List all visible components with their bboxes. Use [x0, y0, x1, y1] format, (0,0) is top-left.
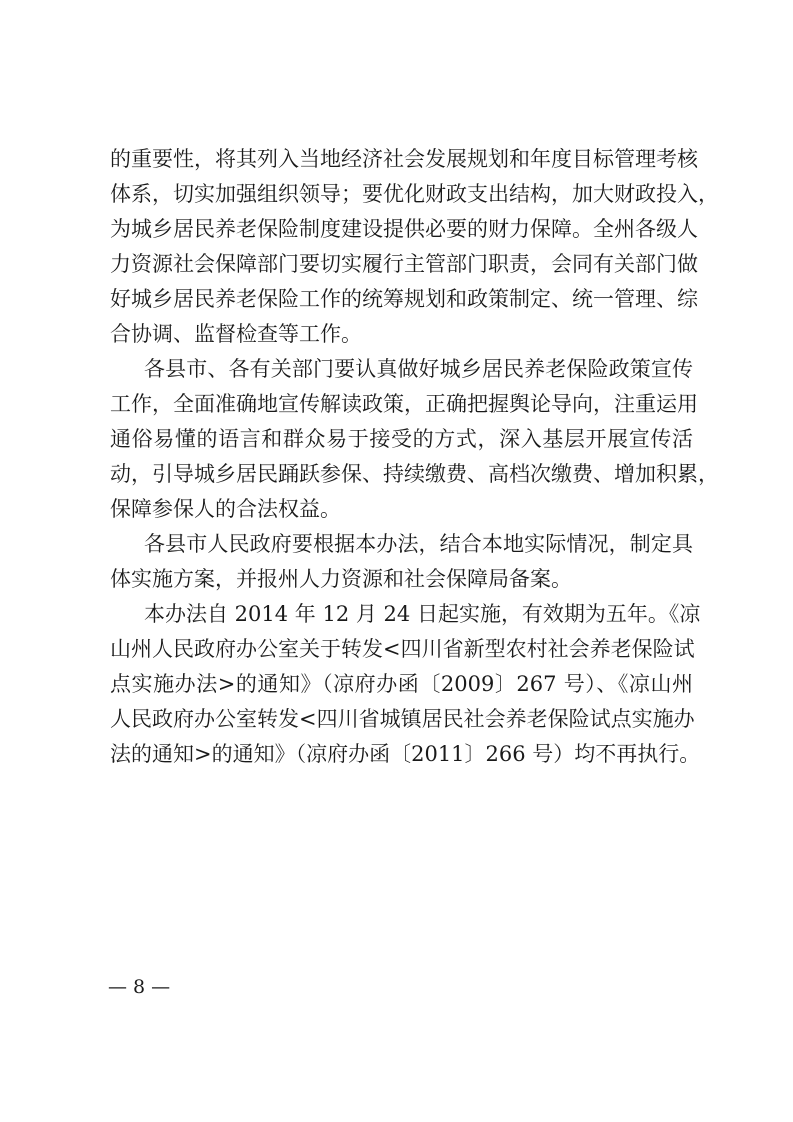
- text-line: 体系，切实加强组织领导；要优化财政支出结构，加大财政投入，: [110, 182, 719, 206]
- text-line: 好城乡居民养老保险工作的统筹规划和政策制定、统一管理、综: [110, 287, 698, 311]
- paragraph-responsibilities: [110, 142, 719, 352]
- text-line: 各县市、各有关部门要认真做好城乡居民养老保险政策宣传: [144, 357, 693, 381]
- text-line: 人民政府办公室转发<四川省城镇居民社会养老保险试点实施办: [110, 707, 695, 731]
- document-body: [110, 142, 719, 772]
- text-line: 通俗易懂的语言和群众易于接受的方式，深入基层开展宣传活: [110, 427, 693, 451]
- text-line: 为城乡居民养老保险制度建设提供必要的财力保障。全州各级人: [110, 217, 698, 241]
- text-line: 体实施方案，并报州人力资源和社会保障局备案。: [110, 567, 572, 591]
- text-line: 法的通知>的通知》（凉府办函〔2011〕266 号）均不再执行。: [110, 742, 701, 766]
- text-line: 本办法自 2014 年 12 月 24 日起实施，有效期为五年。《凉: [144, 602, 701, 626]
- text-line: 点实施办法>的通知》（凉府办函〔2009〕267 号）、《凉山州: [110, 672, 693, 696]
- paragraph-publicity: [110, 352, 719, 527]
- text-line: 各县市人民政府要根据本办法，结合本地实际情况，制定具: [144, 532, 693, 556]
- text-line: 力资源社会保障部门要切实履行主管部门职责，会同有关部门做: [110, 252, 698, 276]
- text-line: 山州人民政府办公室关于转发<四川省新型农村社会养老保险试: [110, 637, 695, 661]
- text-line: 保障参保人的合法权益。: [110, 497, 341, 521]
- text-line: 动，引导城乡居民踊跃参保、持续缴费、高档次缴费、增加积累，: [110, 462, 719, 486]
- text-line: 的重要性，将其列入当地经济社会发展规划和年度目标管理考核: [110, 147, 698, 171]
- page-number: — 8 —: [108, 976, 171, 998]
- text-line: 合协调、监督检查等工作。: [110, 322, 362, 346]
- paragraph-effective-date: [110, 597, 701, 772]
- text-line: 工作，全面准确地宣传解读政策，正确把握舆论导向，注重运用: [110, 392, 698, 416]
- paragraph-implementation-plan: [110, 527, 693, 597]
